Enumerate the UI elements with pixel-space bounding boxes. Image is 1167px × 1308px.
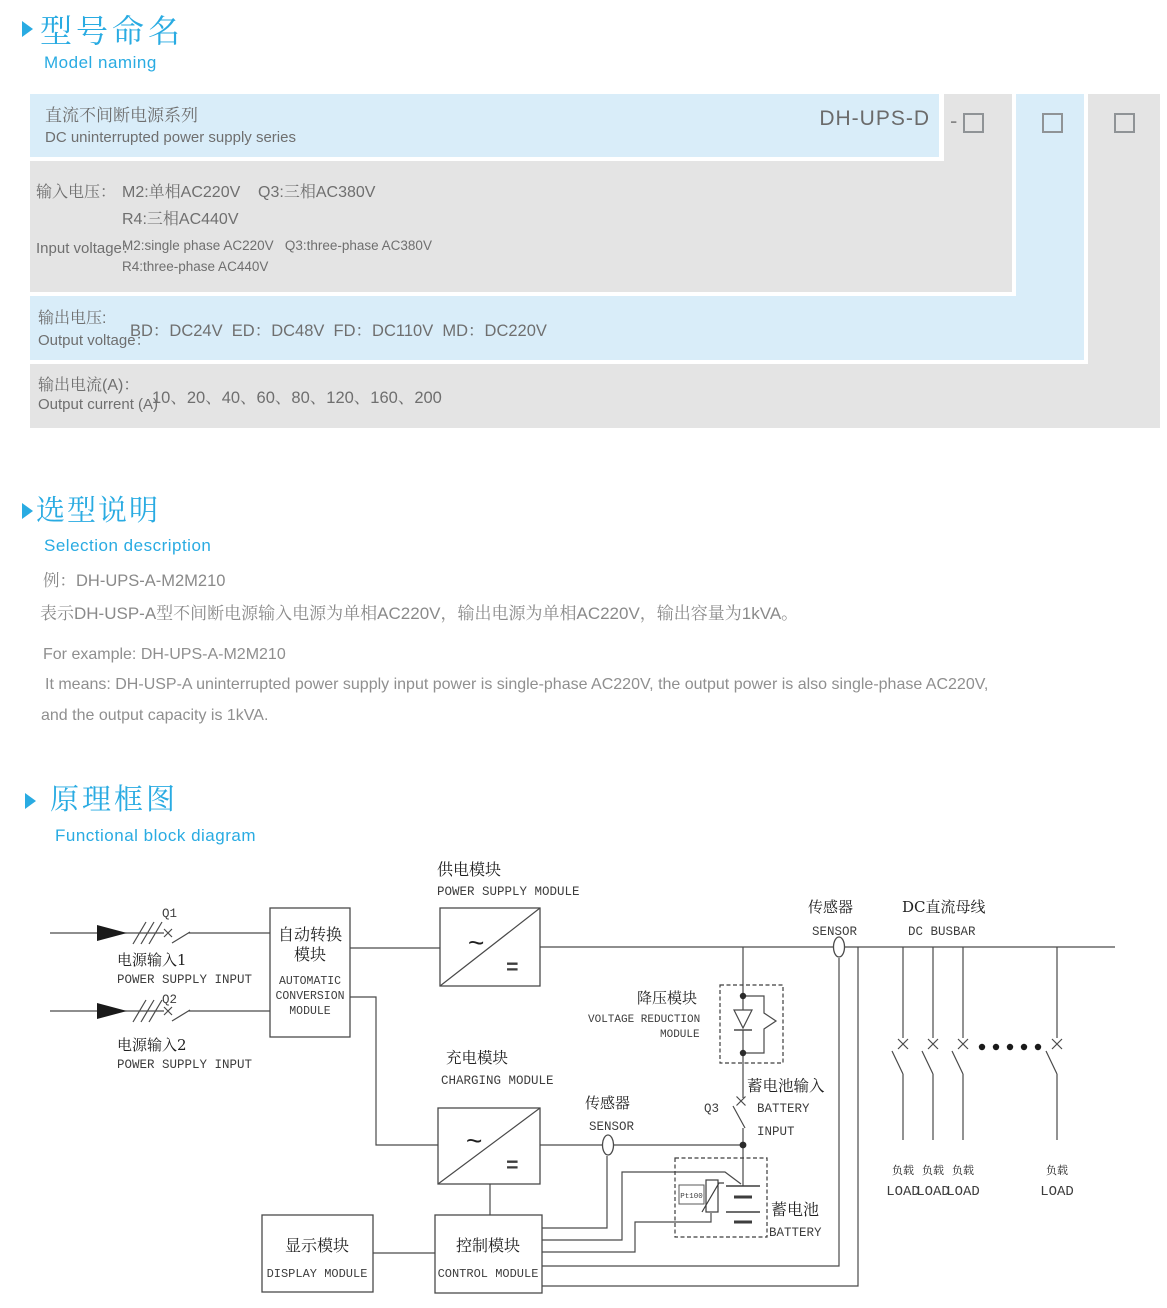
voltage-reduction-module-box: [720, 985, 783, 1063]
section-subtitle-model-naming: Model naming: [44, 53, 157, 72]
junction-dot: [740, 1142, 747, 1149]
series-name-cn: 直流不间断电源系列: [45, 106, 198, 125]
junction-dot: [740, 993, 746, 999]
label-battery-cn: 蓄电池: [771, 1200, 820, 1219]
label-load2-cn: 负载: [922, 1164, 944, 1177]
label-acm-cn2: 模块: [293, 945, 327, 964]
dc-symbol: =: [506, 1156, 519, 1179]
label-load2-en: LOAD: [916, 1184, 950, 1200]
label-input1-en: POWER SUPPLY INPUT: [117, 973, 253, 987]
selection-meaning-en-1: It means: DH-USP-A uninterrupted power supply input power is single-phase AC220V, the output power is also single-phase AC220V,: [45, 676, 989, 693]
label-sensor1-cn: 传感器: [808, 898, 854, 916]
series-name-en: DC uninterrupted power supply series: [45, 129, 296, 146]
label-vrm-en1: VOLTAGE REDUCTION: [588, 1014, 701, 1026]
output-current-values: 10、20、40、60、80、120、160、200: [152, 389, 442, 407]
load-branch-3: [952, 947, 968, 1140]
label-input1-cn: 电源输入1: [117, 951, 187, 969]
label-control-cn: 控制模块: [455, 1236, 521, 1255]
input-voltage-label-en: Input voltage：: [36, 240, 137, 257]
load-branch-2: [922, 947, 938, 1140]
label-battery-input-en1: BATTERY: [757, 1102, 810, 1116]
label-display-en: DISPLAY MODULE: [266, 1267, 368, 1281]
label-busbar-en: DC BUSBAR: [908, 925, 976, 939]
label-load1-cn: 负载: [892, 1164, 914, 1177]
label-psm-en: POWER SUPPLY MODULE: [437, 885, 580, 899]
wire-acm-to-charger: [350, 997, 438, 1145]
label-load4-en: LOAD: [1040, 1184, 1074, 1200]
input-voltage-values-cn-2: R4:三相AC440V: [122, 211, 239, 228]
label-input2-cn: 电源输入2: [117, 1036, 187, 1054]
label-pt100: Pt100: [680, 1193, 703, 1201]
ellipsis-dots: [979, 1044, 1041, 1050]
label-acm-en3: MODULE: [289, 1005, 331, 1018]
label-sensor2-en: SENSOR: [589, 1120, 635, 1134]
label-vrm-en2: MODULE: [660, 1029, 700, 1041]
sensor-icon-busbar: [834, 937, 845, 957]
wire-control-sensor2: [542, 1156, 607, 1228]
label-acm-cn1: 自动转换: [277, 925, 343, 944]
input-arrow-1: [97, 925, 127, 941]
label-q1: Q1: [162, 907, 178, 921]
output-current-label-cn: 输出电流(A)：: [38, 377, 140, 394]
label-vrm-cn: 降压模块: [637, 989, 698, 1007]
label-control-en: CONTROL MODULE: [437, 1267, 539, 1281]
label-acm-en2: CONVERSION: [275, 990, 345, 1003]
battery-icon: [726, 1186, 760, 1222]
section-subtitle-block-diagram: Functional block diagram: [55, 826, 256, 845]
label-battery-input-cn: 蓄电池输入: [747, 1077, 825, 1095]
label-battery-input-en2: INPUT: [757, 1125, 795, 1139]
output-voltage-label-en: Output voltage：: [38, 332, 151, 349]
load-branch-1: [892, 947, 908, 1140]
sensor-icon-charger: [603, 1135, 614, 1155]
label-q2: Q2: [162, 993, 178, 1007]
model-code: DH-UPS-D: [819, 107, 930, 130]
section-subtitle-selection: Selection description: [44, 536, 212, 555]
vrm-bypass-contact: [743, 996, 776, 1053]
label-display-cn: 显示模块: [284, 1236, 350, 1255]
switch-q1-blade: [172, 932, 270, 943]
selection-meaning-cn: 表示DH-USP-A型不间断电源输入电源为单相AC220V，输出电源为单相AC220V，输出容量为1kVA。: [40, 604, 799, 623]
selection-meaning-en-2: and the output capacity is 1kVA.: [41, 707, 269, 724]
label-busbar-cn: DC直流母线: [902, 898, 986, 916]
input-voltage-label-cn: 输入电压：: [36, 184, 117, 201]
junction-dot: [740, 1050, 746, 1056]
label-charging-cn: 充电模块: [446, 1049, 509, 1067]
label-q3: Q3: [704, 1102, 720, 1116]
switch-q1-cross: [164, 929, 172, 937]
label-battery-en: BATTERY: [769, 1226, 822, 1240]
label-charging-en: CHARGING MODULE: [441, 1074, 554, 1088]
label-acm-en1: AUTOMATIC: [278, 975, 342, 988]
section-title-block-diagram: 原理框图: [50, 784, 179, 816]
switch-q2-blade: [172, 1010, 270, 1021]
ac-symbol: ~: [466, 1125, 483, 1156]
load-branch-4: [1046, 947, 1062, 1140]
input-voltage-values-cn-1: M2:单相AC220V Q3:三相AC380V: [122, 184, 376, 201]
label-input2-en: POWER SUPPLY INPUT: [117, 1058, 253, 1072]
label-psm-cn: 供电模块: [437, 860, 502, 879]
label-load4-cn: 负载: [1046, 1164, 1068, 1177]
diode-icon: [734, 1010, 752, 1028]
section-title-model-naming: 型号命名: [40, 13, 185, 49]
switch-q3-cross: [737, 1097, 746, 1106]
label-sensor1-en: SENSOR: [812, 925, 858, 939]
selection-example-code-cn: 例：DH-UPS-A-M2M210: [43, 572, 226, 590]
selection-example-code-en: For example: DH-UPS-A-M2M210: [43, 646, 286, 663]
wire-control-pt100: [542, 1213, 711, 1252]
dc-symbol: =: [506, 958, 519, 981]
label-load3-cn: 负载: [952, 1164, 974, 1177]
output-voltage-values: BD：DC24V ED：DC48V FD：DC110V MD：DC220V: [130, 322, 547, 340]
output-current-label-en: Output current (A): [38, 396, 159, 413]
diagram-labels: [117, 860, 1074, 1281]
input-voltage-values-en-1: M2:single phase AC220V Q3:three-phase AC380V: [122, 238, 432, 253]
label-load1-en: LOAD: [886, 1184, 920, 1200]
label-sensor2-cn: 传感器: [585, 1094, 631, 1112]
input-arrow-2: [97, 1003, 127, 1019]
section-title-selection: 选型说明: [36, 495, 161, 527]
output-voltage-label-cn: 输出电压:: [38, 310, 107, 327]
code-dash: -: [950, 108, 958, 133]
ac-symbol: ~: [468, 927, 485, 958]
input-voltage-values-en-2: R4:three-phase AC440V: [122, 259, 269, 274]
label-load3-en: LOAD: [946, 1184, 980, 1200]
switch-q2-cross: [164, 1007, 172, 1015]
